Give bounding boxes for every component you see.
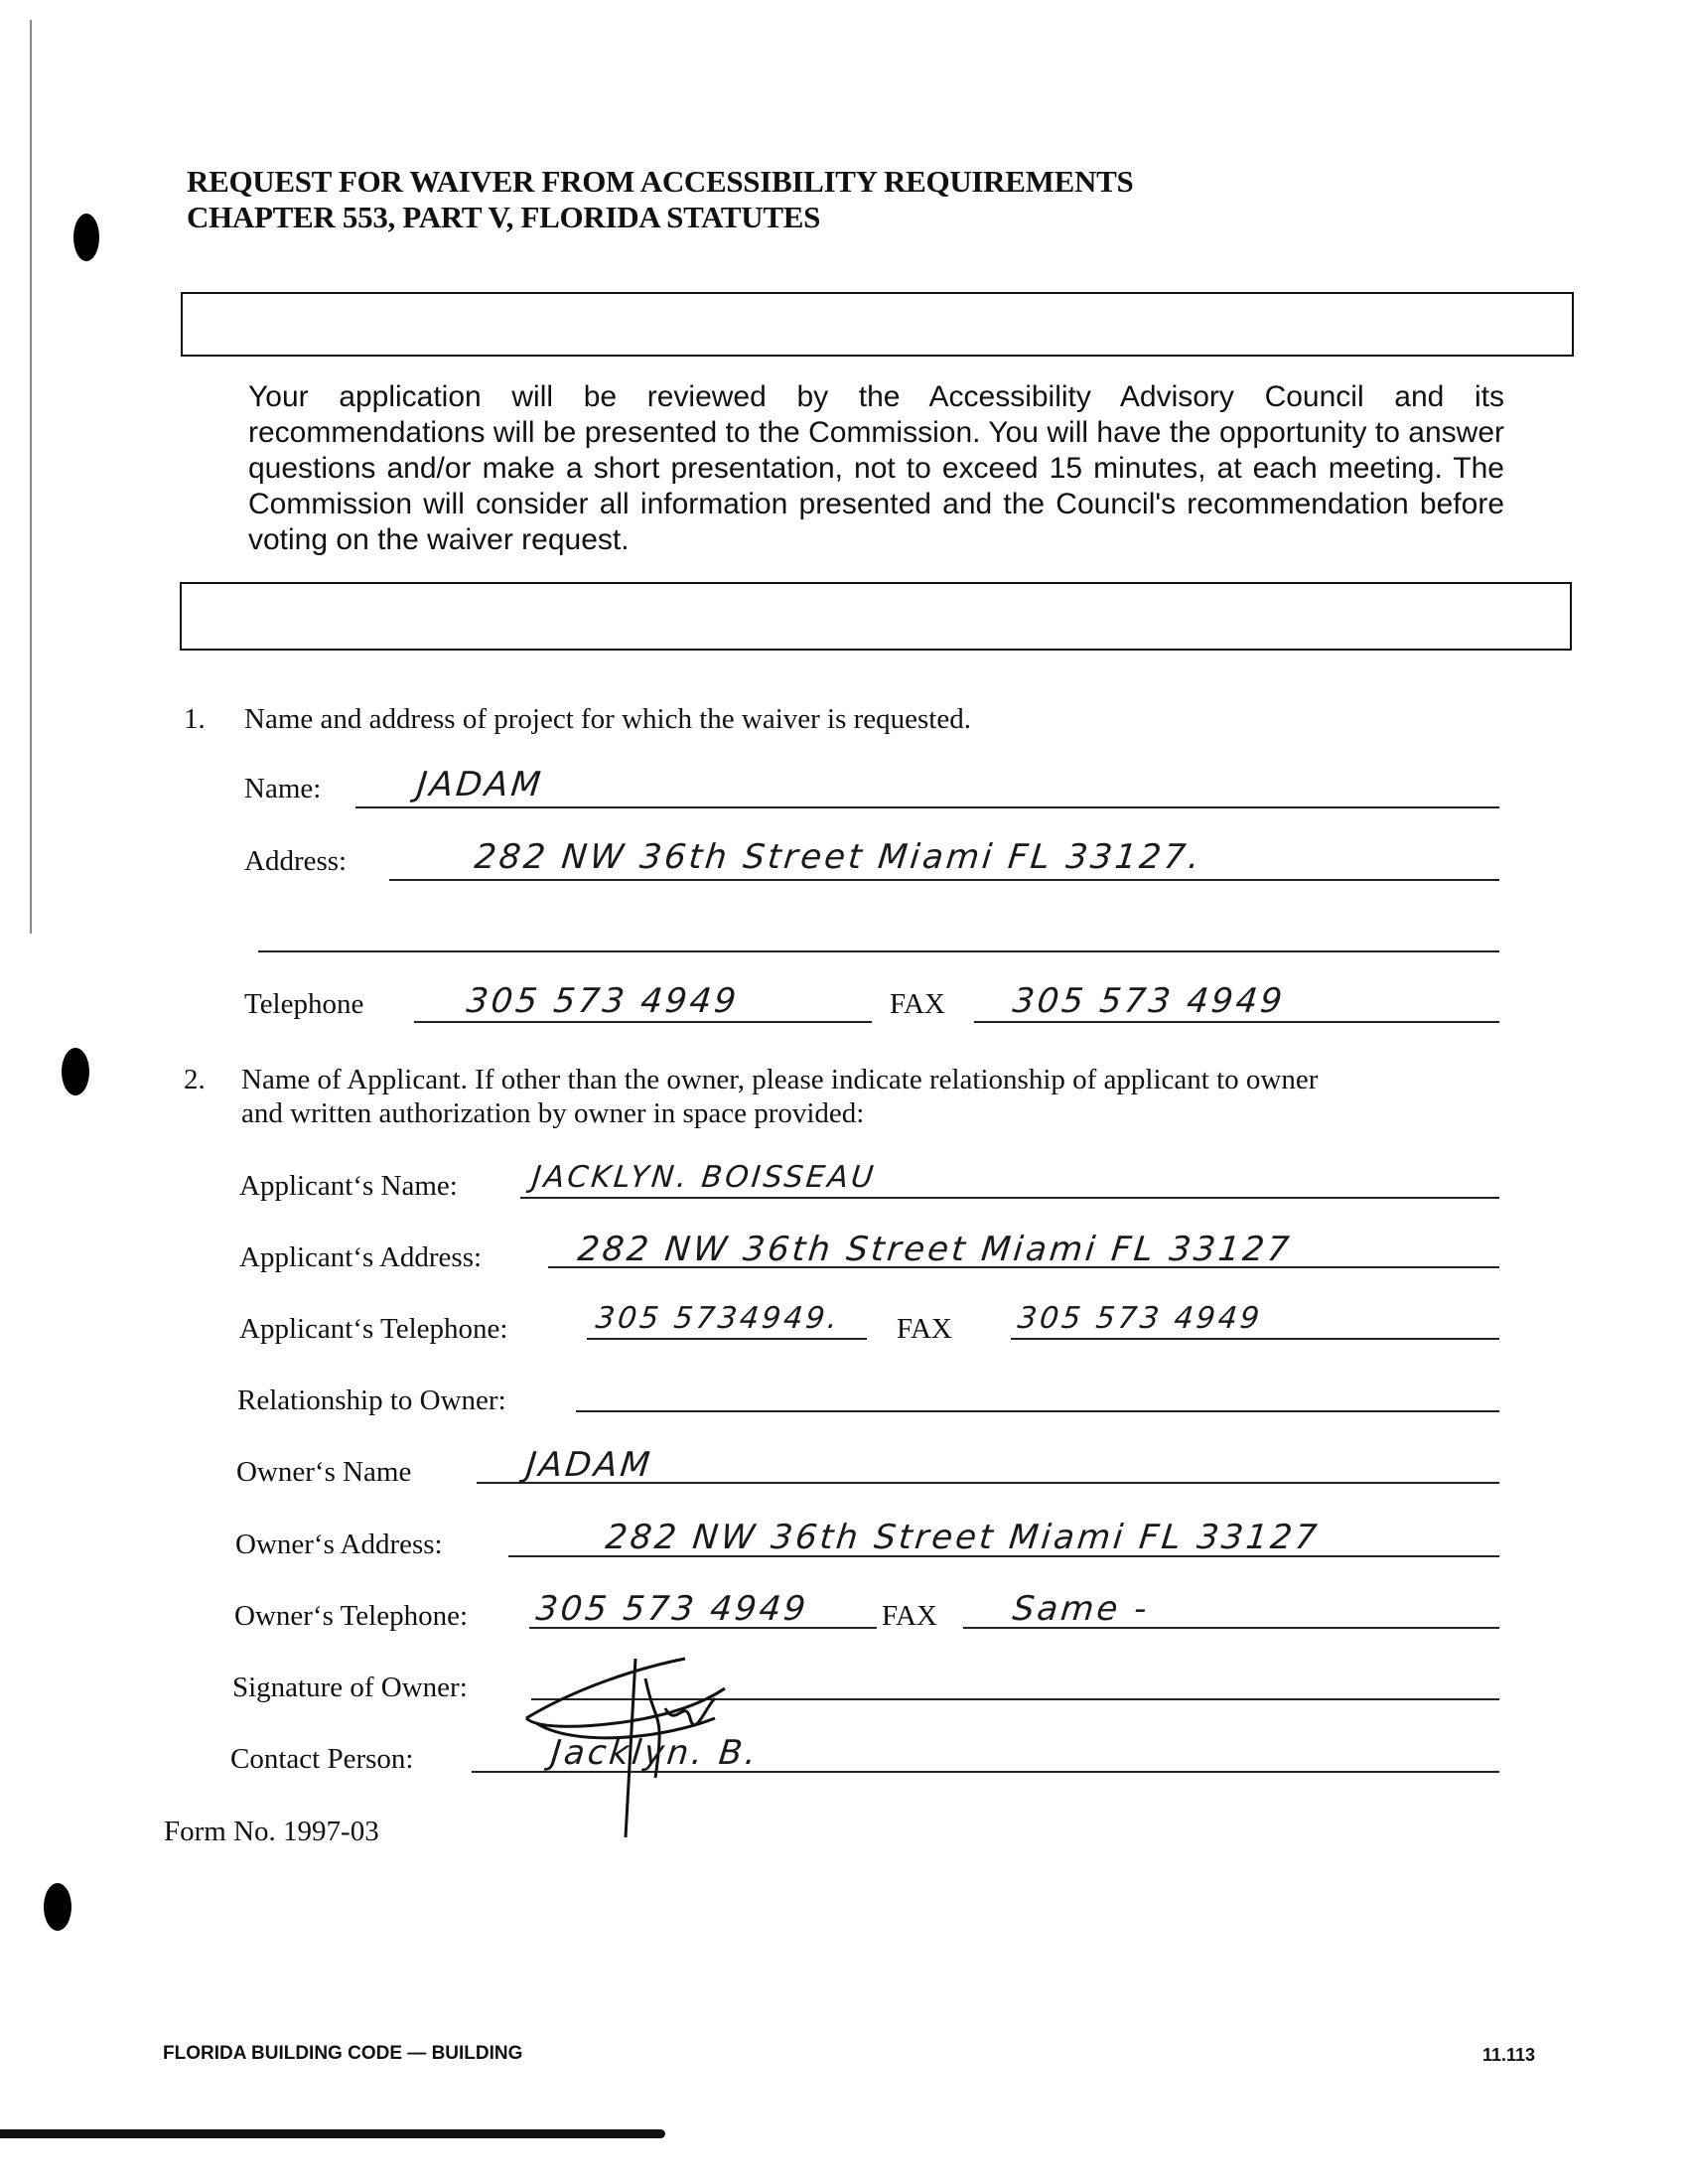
- applicant-address-field[interactable]: 282 NW 36th Street Miami FL 33127: [575, 1230, 1294, 1269]
- section2-heading: Name of Applicant. If other than the owner, please indicate relationship of applicant to owner: [241, 1064, 1319, 1095]
- applicant-telephone-underline: [587, 1338, 867, 1340]
- binding-hole: [73, 214, 99, 261]
- section2-number: 2.: [184, 1064, 206, 1095]
- project-name-underline: [355, 806, 1499, 808]
- project-telephone-label: Telephone: [244, 988, 364, 1020]
- form-number: Form No. 1997-03: [164, 1816, 379, 1847]
- project-telephone-field[interactable]: 305 573 4949: [464, 981, 742, 1021]
- intro-paragraph: Your application will be reviewed by the Accessibility Advisory Council and its recommendations will be presented to the Commission. You will have the opportunity to answer questions and/or make a short presentation, not to exceed 15 minutes, at each meeting. The Commission will consider all information presented and the Council's recommendation before voting on the waiver request.: [248, 380, 1504, 556]
- section2-heading-cont: and written authorization by owner in space provided:: [241, 1097, 865, 1129]
- applicant-telephone-label: Applicant‘s Telephone:: [239, 1313, 508, 1345]
- owner-address-label: Owner‘s Address:: [235, 1529, 443, 1560]
- page-number: 11.113: [1482, 2045, 1536, 2065]
- applicant-name-label: Applicant‘s Name:: [239, 1170, 458, 1202]
- contact-field[interactable]: Jacklyn. B.: [548, 1733, 762, 1773]
- applicant-fax-label: FAX: [897, 1313, 952, 1345]
- scan-bottom-bar: [0, 2129, 665, 2138]
- blank-box-bottom: [180, 582, 1572, 651]
- form-title: REQUEST FOR WAIVER FROM ACCESSIBILITY REQUIREMENTS: [187, 164, 1134, 199]
- applicant-name-underline: [520, 1197, 1499, 1199]
- project-name-label: Name:: [244, 773, 322, 804]
- relationship-label: Relationship to Owner:: [237, 1384, 506, 1416]
- applicant-fax-field[interactable]: 305 573 4949: [1016, 1301, 1264, 1336]
- scan-edge: [30, 20, 32, 934]
- applicant-address-label: Applicant‘s Address:: [239, 1241, 483, 1273]
- owner-name-field[interactable]: JADAM: [523, 1445, 655, 1485]
- project-address-line2[interactable]: [258, 950, 1499, 952]
- applicant-name-field[interactable]: JACKLYN. BOISSEAU: [530, 1160, 879, 1195]
- project-telephone-underline: [414, 1021, 872, 1023]
- contact-label: Contact Person:: [230, 1743, 414, 1775]
- project-address-field[interactable]: 282 NW 36th Street Miami FL 33127.: [472, 837, 1204, 877]
- owner-telephone-label: Owner‘s Telephone:: [234, 1600, 469, 1632]
- owner-fax-label: FAX: [882, 1600, 937, 1632]
- project-fax-underline: [974, 1021, 1499, 1023]
- project-address-label: Address:: [244, 845, 348, 877]
- project-fax-field[interactable]: 305 573 4949: [1010, 981, 1288, 1021]
- project-name-field[interactable]: JADAM: [414, 765, 546, 804]
- owner-address-field[interactable]: 282 NW 36th Street Miami FL 33127: [603, 1518, 1322, 1557]
- applicant-fax-underline: [1011, 1338, 1499, 1340]
- form-subtitle: CHAPTER 553, PART V, FLORIDA STATUTES: [187, 200, 821, 234]
- project-address-underline: [389, 879, 1499, 881]
- project-fax-label: FAX: [890, 988, 945, 1020]
- blank-box-top: [181, 292, 1574, 357]
- footer-code: FLORIDA BUILDING CODE — BUILDING: [163, 2043, 523, 2064]
- section1-heading: Name and address of project for which the waiver is requested.: [244, 703, 971, 735]
- binding-hole: [44, 1883, 71, 1931]
- owner-telephone-field[interactable]: 305 573 4949: [533, 1589, 811, 1629]
- binding-hole: [62, 1048, 89, 1095]
- signature-label: Signature of Owner:: [232, 1672, 468, 1703]
- section1-number: 1.: [184, 703, 206, 735]
- applicant-telephone-field[interactable]: 305 5734949.: [594, 1301, 842, 1336]
- owner-fax-field[interactable]: Same -: [1010, 1589, 1152, 1629]
- relationship-field[interactable]: [576, 1410, 1499, 1412]
- owner-name-label: Owner‘s Name: [236, 1456, 412, 1488]
